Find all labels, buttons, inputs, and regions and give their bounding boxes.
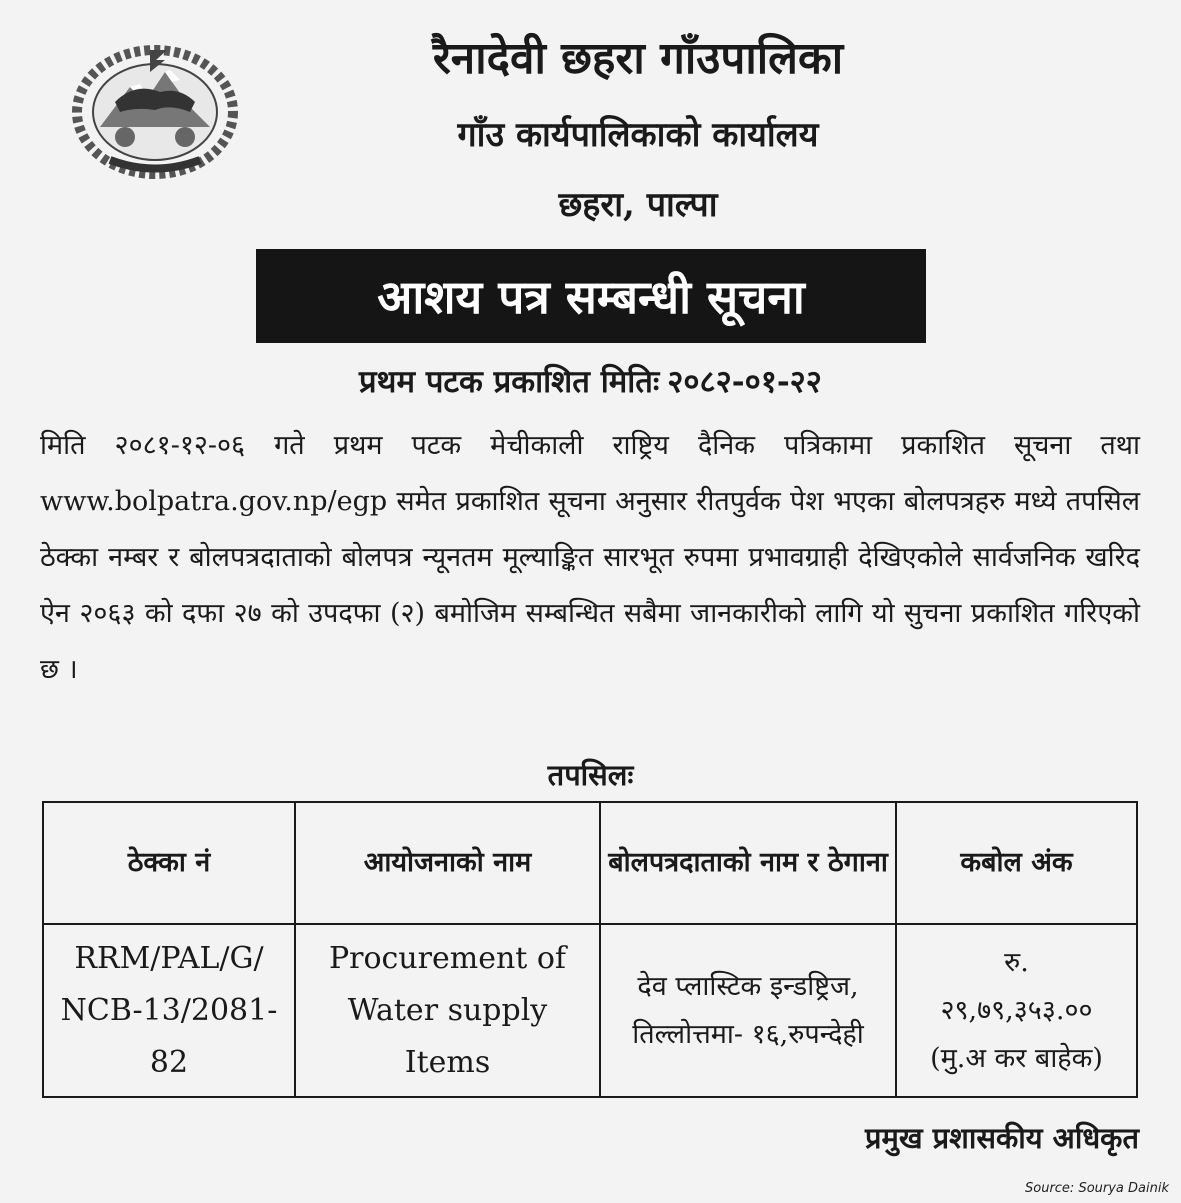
contract-table [42, 801, 1138, 1098]
amount-prefix: रु. [1004, 946, 1029, 978]
office-location: छहरा, पाल्पा [558, 185, 718, 225]
header-contract-no: ठेक्का नं [43, 802, 295, 924]
signoff-title: प्रमुख प्रशासकीय अधिकृत [864, 1121, 1139, 1155]
table-header-row [43, 802, 1137, 924]
table-row [43, 924, 1137, 1097]
header-bidder: बोलपत्रदाताको नाम र ठेगाना [600, 802, 896, 924]
publication-date-line [0, 360, 1181, 402]
source-credit: Source: Sourya Dainik [1025, 1181, 1169, 1196]
cell-project-name: Procurement of Water supply Items [295, 924, 600, 1097]
notice-title [256, 249, 926, 343]
cell-amount [896, 924, 1137, 1097]
header-project-name: आयोजनाको नाम [295, 802, 600, 924]
amount-value: २९,७९,३५३.०० [940, 994, 1093, 1026]
notice-title-text: आशय पत्र सम्बन्धी सूचना [377, 270, 805, 324]
publication-label: प्रथम पटक प्रकाशित मितिः [359, 364, 660, 400]
cell-contract-no: RRM/PAL/G/ NCB-13/2081-82 [43, 924, 295, 1097]
cell-bidder: देव प्लास्टिक इन्डष्ट्रिज, तिल्लोत्तमा- १६,रुपन्देही [600, 924, 896, 1097]
office-name: गाँउ कार्यपालिकाको कार्यालय [457, 115, 819, 155]
header-amount: कबोल अंक [896, 802, 1137, 924]
amount-note: (मु.अ कर बाहेक) [930, 1042, 1103, 1074]
annex-label: तपसिलः [547, 758, 634, 792]
municipality-name: रैनादेवी छहरा गाँउपालिका [432, 33, 844, 84]
publication-date: २०८२-०१-२२ [667, 364, 822, 400]
notice-body: मिति २०८१-१२-०६ गते प्रथम पटक मेचीकाली राष्ट्रिय दैनिक पत्रिकामा प्रकाशित सूचना तथा www.bolpatra.gov.np/egp समेत प्रकाशित सूचना अनुसार रीतपुर्वक पेश भएका बोलपत्रहरु मध्ये तपसिल ठेक्का नम्बर र बोलपत्रदाताको बोलपत्र न्यूनतम मूल्याङ्कित सारभूत रुपमा प्रभावग्राही देखिएकोले सार्वजनिक खरिद ऐन २०६३ को दफा २७ को उपदफा (२) बमोजिम सम्बन्धित सबैमा जानकारीको लागि यो सुचना प्रकाशित गरिएको छ । [40, 430, 1140, 685]
